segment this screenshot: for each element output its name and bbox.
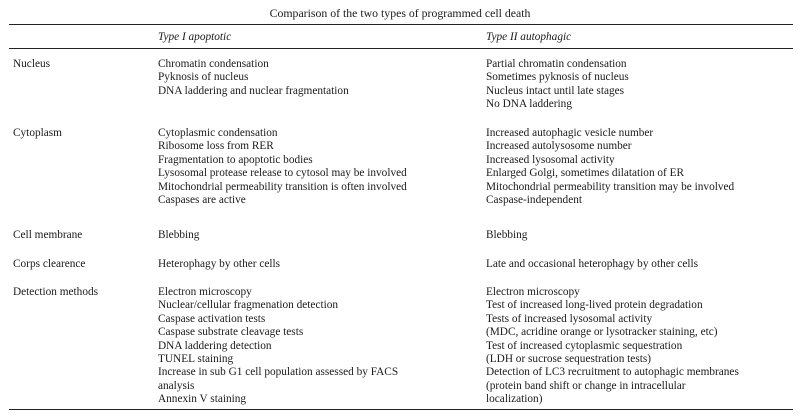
cell-line: Late and occasional heterophagy by other cells bbox=[486, 258, 699, 270]
cell-line: Increase in sub G1 cell population assessed by FACS bbox=[158, 366, 399, 379]
top-rule bbox=[9, 24, 793, 25]
cell-line: Pyknosis of nucleus bbox=[158, 71, 249, 84]
cell-line: No DNA laddering bbox=[486, 98, 572, 111]
cell-line: (protein band shift or change in intracellular bbox=[486, 379, 686, 392]
cell-type-ii bbox=[486, 127, 792, 207]
row-label: Corps clearence bbox=[13, 258, 86, 270]
cell-line: Enlarged Golgi, sometimes dilatation of ER bbox=[486, 167, 685, 180]
cell-line: Tests of increased lysosomal activity bbox=[486, 312, 653, 325]
cell-line: Chromatin condensation bbox=[158, 58, 269, 70]
cell-line: Ribosome loss from RER bbox=[158, 140, 274, 153]
cell-line: Increased autophagic vesicle number bbox=[486, 127, 654, 139]
cell-type-ii bbox=[486, 229, 792, 242]
cell-type-i bbox=[158, 258, 464, 271]
cell-line: Partial chromatin condensation bbox=[486, 58, 627, 70]
cell-line: Annexin V staining bbox=[158, 393, 247, 406]
cell-type-ii bbox=[486, 58, 792, 112]
cell-line: Nuclear/cellular fragmenation detection bbox=[158, 299, 339, 312]
cell-line: Blebbing bbox=[486, 229, 528, 241]
cell-line: Mitochondrial permeability transition may be involved bbox=[486, 180, 735, 193]
cell-line: Increased autolysosome number bbox=[486, 140, 632, 153]
cell-line: (MDC, acridine orange or lysotracker staining, etc) bbox=[486, 326, 718, 339]
cell-line: Fragmentation to apoptotic bodies bbox=[158, 153, 313, 166]
cell-type-i bbox=[158, 286, 464, 407]
cell-type-ii bbox=[486, 258, 792, 271]
cell-line: Electron microscopy bbox=[486, 286, 580, 298]
cell-line: Mitochondrial permeability transition is often involved bbox=[158, 180, 407, 193]
cell-type-ii bbox=[486, 286, 792, 407]
cell-line: Sometimes pyknosis of nucleus bbox=[486, 71, 629, 84]
cell-line: Nucleus intact until late stages bbox=[486, 84, 625, 97]
row-label: Detection methods bbox=[13, 286, 99, 298]
bottom-rule bbox=[9, 409, 793, 410]
cell-line: Caspase substrate cleavage tests bbox=[158, 326, 304, 339]
cell-type-i bbox=[158, 229, 464, 242]
column-header-type-i: Type I apoptotic bbox=[158, 31, 232, 43]
cell-line: (LDH or sucrose sequestration tests) bbox=[486, 352, 652, 365]
cell-line: Test of increased long-lived protein degradation bbox=[486, 299, 703, 312]
cell-line: Electron microscopy bbox=[158, 286, 252, 298]
cell-line: Blebbing bbox=[158, 229, 200, 241]
table-title: Comparison of the two types of programmed cell death bbox=[269, 6, 531, 20]
cell-line: Test of increased cytoplasmic sequestration bbox=[486, 339, 683, 352]
cell-line: Caspase-independent bbox=[486, 193, 582, 206]
row-label: Cell membrane bbox=[13, 229, 83, 241]
header-rule bbox=[9, 48, 793, 49]
cell-line: TUNEL staining bbox=[158, 352, 234, 365]
cell-line: analysis bbox=[158, 379, 195, 392]
column-header-type-ii: Type II autophagic bbox=[486, 31, 572, 43]
cell-line: Caspases are active bbox=[158, 193, 246, 206]
row-label: Nucleus bbox=[13, 58, 51, 70]
cell-line: Heterophagy by other cells bbox=[158, 258, 281, 270]
cell-line: DNA laddering and nuclear fragmentation bbox=[158, 84, 349, 97]
row-label: Cytoplasm bbox=[13, 127, 62, 139]
cell-line: Lysosomal protease release to cytosol may be involved bbox=[158, 167, 407, 180]
cell-line: Detection of LC3 recruitment to autophagic membranes bbox=[486, 366, 739, 379]
cell-line: localization) bbox=[486, 393, 543, 406]
cell-line: Caspase activation tests bbox=[158, 312, 266, 325]
cell-line: Increased lysosomal activity bbox=[486, 153, 615, 166]
cell-type-i bbox=[158, 58, 464, 98]
cell-type-i bbox=[158, 127, 464, 207]
cell-line: Cytoplasmic condensation bbox=[158, 127, 278, 139]
cell-line: DNA laddering detection bbox=[158, 339, 272, 352]
